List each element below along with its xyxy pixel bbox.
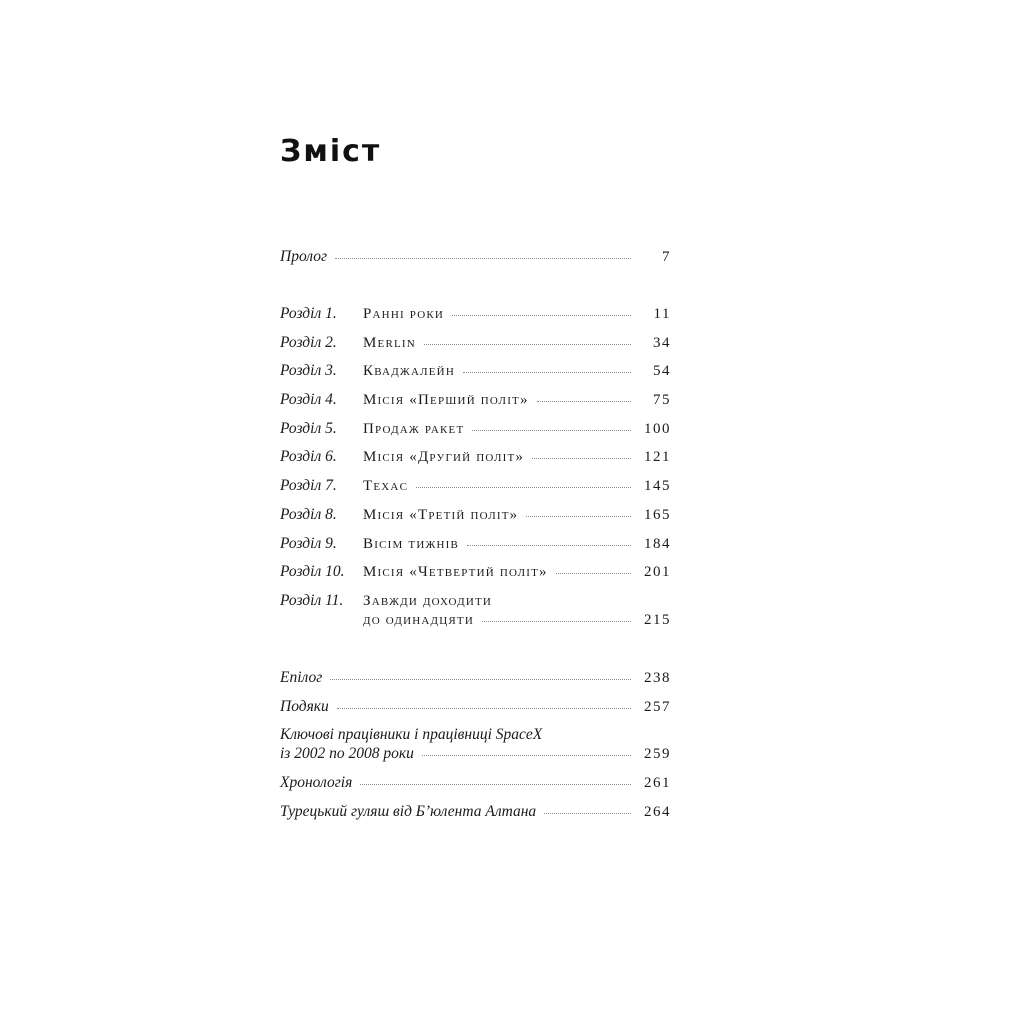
dot-leader xyxy=(330,678,631,680)
toc-entry-chapter xyxy=(280,333,671,362)
dot-leader xyxy=(482,620,631,622)
toc-entry-back-matter xyxy=(280,725,671,773)
toc-entry-chapter xyxy=(280,534,671,563)
toc-entry-back-matter xyxy=(280,697,671,726)
chapter-label: Розділ 3. xyxy=(280,362,337,380)
dot-leader xyxy=(337,707,631,709)
chapter-label: Розділ 2. xyxy=(280,333,337,351)
chapter-title: Кваджалейн xyxy=(363,363,455,380)
toc-entry-chapter xyxy=(280,562,671,591)
dot-leader xyxy=(544,812,631,814)
page-number: 121 xyxy=(644,449,671,466)
toc-entry-title-line1: Ключові працівники і працівниці SpaceX xyxy=(280,726,543,744)
toc-entry-chapter xyxy=(280,361,671,390)
toc-entry-chapter xyxy=(280,505,671,534)
page-number: 264 xyxy=(644,804,671,821)
chapter-title: Місія «Четвертий політ» xyxy=(363,564,548,581)
toc-back-matter-section xyxy=(280,668,671,831)
chapter-label: Розділ 6. xyxy=(280,448,337,466)
dot-leader xyxy=(424,343,631,345)
chapter-title: Продаж ракет xyxy=(363,420,465,437)
dot-leader xyxy=(472,429,631,431)
toc-entry-title: Пролог xyxy=(280,248,328,265)
toc-entry-title-line2: із 2002 по 2008 роки xyxy=(280,745,414,763)
dot-leader xyxy=(416,486,631,488)
page-number: 261 xyxy=(644,775,671,792)
dot-leader xyxy=(537,400,631,402)
page-number: 259 xyxy=(644,746,671,763)
page-number: 257 xyxy=(644,698,671,715)
toc-entry-prologue xyxy=(280,247,671,276)
page-number: 238 xyxy=(644,670,671,686)
chapter-label: Розділ 7. xyxy=(280,477,337,495)
chapter-label: Розділ 9. xyxy=(280,534,337,552)
toc-entry-chapter xyxy=(280,304,671,333)
chapter-title: Місія «Третій політ» xyxy=(363,506,519,523)
page-number: 11 xyxy=(653,306,671,322)
toc-entry-title: Турецький гуляш від Б’юлента Алтана xyxy=(280,803,537,821)
toc-chapters-section xyxy=(280,304,671,639)
dot-leader xyxy=(422,754,631,756)
toc-entry-chapter xyxy=(280,419,671,448)
chapter-label: Розділ 10. xyxy=(280,563,345,581)
page-number: 54 xyxy=(653,363,671,380)
dot-leader xyxy=(532,457,631,459)
page-number: 145 xyxy=(644,478,671,495)
toc-entry-back-matter xyxy=(280,773,671,802)
toc-entry-title: Епілог xyxy=(280,669,323,686)
chapter-title: Merlin xyxy=(363,334,416,351)
dot-leader xyxy=(526,515,631,517)
page-number: 34 xyxy=(653,334,671,351)
toc-entry-chapter xyxy=(280,476,671,505)
toc-entry-title: Подяки xyxy=(280,697,329,715)
chapter-title: Місія «Перший політ» xyxy=(363,392,529,409)
chapter-label: Розділ 8. xyxy=(280,505,337,523)
page-number: 165 xyxy=(644,506,671,523)
page-number: 201 xyxy=(644,564,671,581)
dot-leader xyxy=(463,371,631,373)
toc-entry-chapter xyxy=(280,390,671,419)
chapter-title-line1: Завжди доходити xyxy=(363,592,493,609)
chapter-label: Розділ 4. xyxy=(280,391,337,409)
chapter-title: Texac xyxy=(363,478,409,495)
toc-entry-chapter xyxy=(280,447,671,476)
page-number: 100 xyxy=(644,420,671,437)
page-number: 7 xyxy=(662,249,671,265)
chapter-title-line2: до одинадцяти xyxy=(363,611,474,628)
toc-entry-chapter xyxy=(280,591,671,639)
page-number: 184 xyxy=(644,535,671,552)
dot-leader xyxy=(452,314,631,316)
page-number: 75 xyxy=(653,392,671,409)
toc-entry-back-matter xyxy=(280,802,671,831)
chapter-title: Місія «Другий політ» xyxy=(363,449,525,466)
chapter-label: Розділ 5. xyxy=(280,419,337,437)
page-number: 215 xyxy=(644,611,671,628)
dot-leader xyxy=(360,783,631,785)
chapter-title: Ранні роки xyxy=(363,306,445,322)
toc-prologue-section xyxy=(280,247,671,276)
dot-leader xyxy=(467,544,631,546)
toc-entry-back-matter xyxy=(280,668,671,697)
chapter-title: Вісім тижнів xyxy=(363,535,460,552)
dot-leader xyxy=(556,572,631,574)
toc-entry-title: Хронологія xyxy=(280,774,353,792)
chapter-label: Розділ 1. xyxy=(280,305,337,322)
dot-leader xyxy=(335,257,631,259)
page-title: Зміст xyxy=(280,134,382,169)
chapter-label: Розділ 11. xyxy=(280,591,344,609)
